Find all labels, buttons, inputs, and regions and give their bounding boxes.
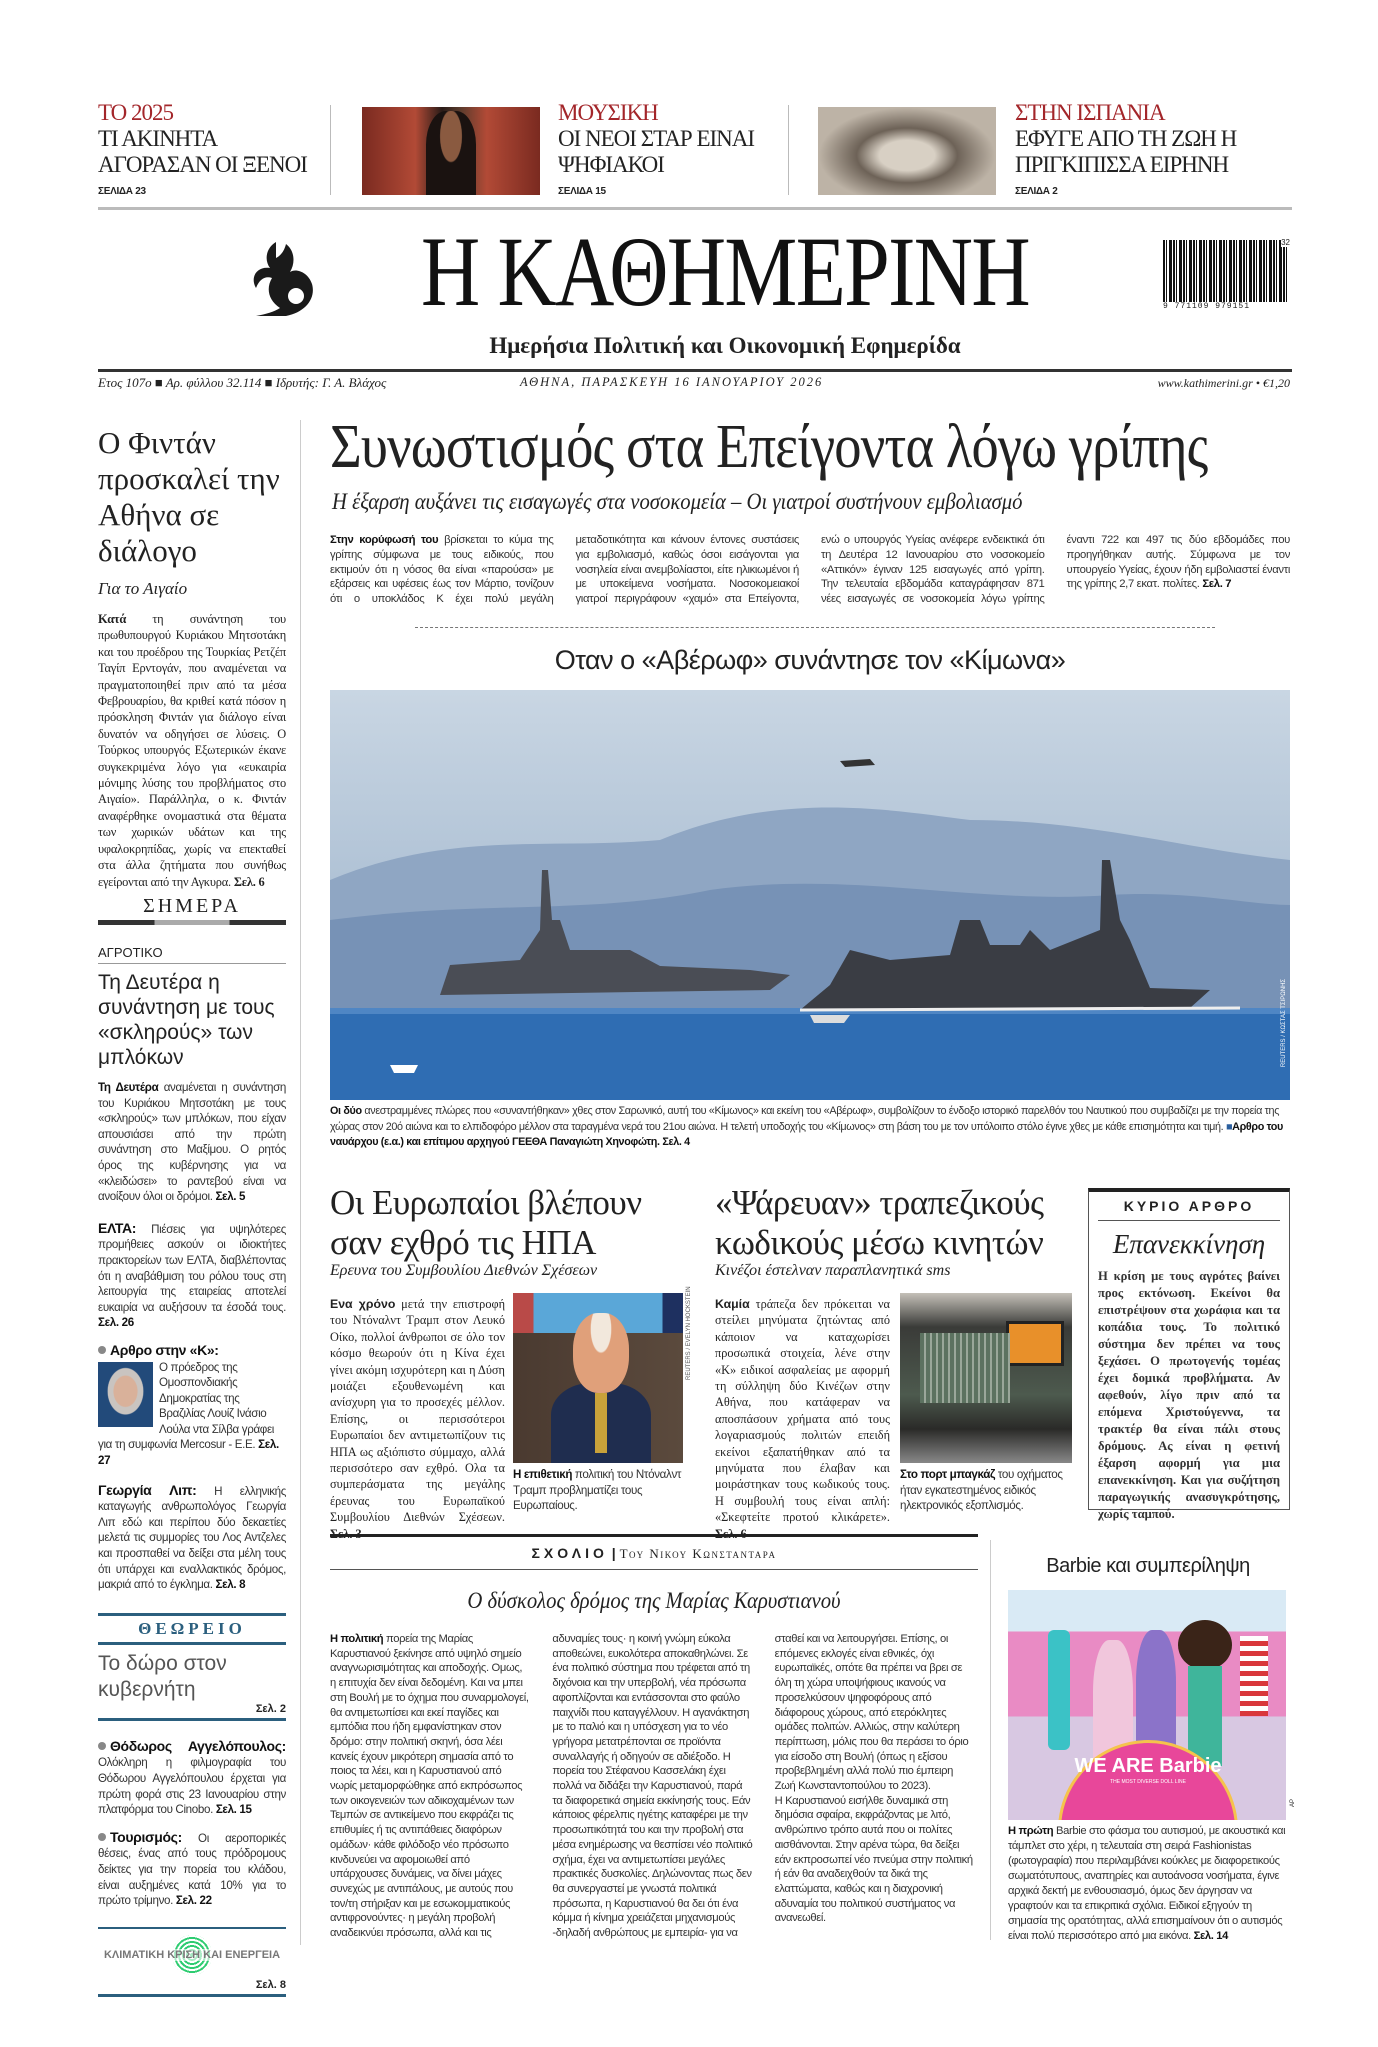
- comment-body: Η πολιτική πορεία της Μαρίας Καρυστιανού ξεκίνησε από υψηλό σημείο αναγνωρισιμότητας και αποδοχής. Ομως, η επιτυχία δεν είναι δεδομένη. Και να μπει στη Βουλή με το όχημα που συναρμολογεί, θα αντιμετωπίσει και εκεί παγίδες και εμπόδια που ήδη εμφανίστηκαν στον δρόμο: στην πολιτική σκηνή, όσα λέει κανείς έχουν μικρότερη σημασία από το ποιος τα λέει, και η Καρυστιανού από νωρίς μεταμορφώθηκε από εκπρόσωπος των οικογενειών των αδικοχαμένων των Τεμπών σε αντικείμενο που εκφράζει τις επιθυμίες ή τις αντιπάθειες διαφόρων ομάδων· κάθε φιλόδοξο νέο πρόσωπο κινδυνεύει να αφομοιωθεί από υπάρχουσες δυνάμεις, να δίνει μάχες συνεχώς με αντιπάλους, με αυτούς που τον/τη στήριξαν και με εσωκομματικούς αντιφρονούντες· η μεγάλη προβολή αναδεικνύει πρόσωπα, αλλά και τις αδυναμίες τους· η κοινή γνώμη εύκολα αποθεώνει, ευκολότερα αποκαθηλώνει. Σε ένα πολιτικό σύστημα που τρέφεται από τη διχόνοια και την υπερβολή, νέα πρόσωπα αφοπλίζονται και εντάσσονται στο φαύλο παιχνίδι που καταγγέλλουν. Η αγανάκτηση με το παλιό και η υπόσχεση για το νέο γρήγορα μετατρέπονται σε προϊόντα συναλλαγής ή οδηγούν σε αδιέξοδο. Η πορεία του Στέφανου Κασσελάκη έχει πολλά να διδάξει την Καρυστιανού, παρά τα διαφορετικά σημεία εκκίνησής τους. Εάν κάποιος φέρελπις ηγέτης καταφέρει με την προσωπικότητά του και την προβολή στα μέσα ενημέρωσης να θεσπίσει νέο πολιτικό σχήμα, έχει να αντιμετωπίσει μεγάλες πρακτικές δυσκολίες. Δηλώνοντας πως δεν θα συνεργαστεί με γνωστά πολιτικά πρόσωπα, η Καρυστιανού θα δει ότι ένα κόμμα ή κίνημα χρειάζεται μηχανισμούς -δηλαδή ανθρώπους με εμπειρία- για να σταθεί και να λειτουργήσει. Επίσης, οι επόμενες εκλογές είναι εθνικές, όχι ευρωπαϊκές, οπότε θα πρέπει να βρει σε όλη τη χώρα υποψήφιους ικανούς να προσελκύσουν ψηφοφόρους από διάφορους χώρους, από ετερόκλητες ομάδες πολιτών. Αλλιώς, στην καλύτερη περίπτωση, μόλις που θα περάσει το όριο για είσοδο στη Βουλή (όπως η εξίσου προβεβλημένη αλλά πολύ πιο έμπειρη Ζωή Κωνσταντοπούλου το 2023). Η Καρυστιανού εισήλθε δυναμικά στη δημόσια σφαίρα, εκφράζοντας με λιτό, ανθρώπινο τρόπο αυτά που οι πολίτες αισθάνονται. Στην αρένα τώρα, θα δείξει εάν εκπροσωπεί νέο πνεύμα στην πολιτική ή εάν θα αναδειχθούν τα δικά της ελαττώματα, καθώς και η διαχρονική αδυναμία του πολιτικού συστήματος να ανανεωθεί.: [330, 1633, 973, 1940]
- lula-photo: [98, 1362, 153, 1427]
- today-label: ΣΗΜΕΡΑ: [143, 895, 241, 917]
- climate-banner[interactable]: ΚΛΙΜΑΤΙΚΗ ΚΡΙΣΗ ΚΑΙ ΕΝΕΡΓΕΙΑ Σελ. 8: [98, 1927, 286, 1997]
- angelopoulos-item[interactable]: Θόδωρος Αγγελόπουλος: Ολόκληρη η φιλμογραφία του Θόδωρου Αγγελόπουλου έρχεται για πρώτη φορά στις 23 Ιανουαρίου στην πλατφόρμα του Cinobo. Σελ. 15: [98, 1737, 286, 1817]
- teaser-kicker: ΣΤΗΝ ΙΣΠΑΝΙΑ: [1015, 100, 1165, 125]
- editorial-label: ΚΥΡΙΟ ΑΡΘΡΟ: [1098, 1198, 1280, 1221]
- arthro-item[interactable]: Αρθρο στην «Κ»: Ο πρόεδρος της Ομοσπονδιακής Δημοκρατίας της Βραζιλίας Λουίζ Ινάσιο Λούλα ντα Σίλβα γράφει για τη συμφωνία Mercosur - Ε.Ε. Σελ. 27: [98, 1341, 279, 1468]
- teaser-3[interactable]: [1015, 100, 1285, 197]
- teaser-1[interactable]: [98, 100, 313, 197]
- barcode: [1163, 240, 1288, 310]
- barbie-logo-tagline: THE MOST DIVERSE DOLL LINE: [1110, 1779, 1186, 1785]
- teaser-page: ΣΕΛΙΔΑ 2: [1015, 186, 1058, 197]
- lipp-item[interactable]: Γεωργία Λιπ: Η ελληνικής καταγωγής ανθρωπολόγος Γεωργία Λιπ εδώ και περίπου δύο δεκαετίες μελετά τις συμμορίες του Λος Αντζελες και προσπαθεί να δείξει στα μέλη τους ότι υπάρχει και εναλλακτικός δρόμος, μακριά από το έγκλημα. Σελ. 8: [98, 1481, 287, 1592]
- divider: [98, 207, 1292, 210]
- teaser-title: ΕΦΥΓΕ ΑΠΟ ΤΗ ΖΩΗ Η ΠΡΙΓΚΙΠΙΣΣΑ ΕΙΡΗΝΗ: [1015, 126, 1237, 177]
- ships-photo[interactable]: [330, 690, 1290, 1100]
- photo-title[interactable]: Οταν ο «Αβέρωφ» συνάντησε τον «Κίμωνα»: [554, 645, 1066, 675]
- teaser-title: ΤΙ ΑΚΙΝΗΤΑ ΑΓΟΡΑΣΑΝ ΟΙ ΞΕΝΟΙ: [98, 126, 307, 177]
- teaser-kicker: ΤΟ 2025: [98, 100, 173, 125]
- comment-label: ΣΧΟΛΙΟ: [531, 1545, 608, 1561]
- phishing-body: Καμία τράπεζα δεν πρόκειται να στείλει μηνύματα ζητώντας από κάποιον να καταχωρίσει προσωπικά στοιχεία, λένε στην «Κ» ειδικοί ασφαλείας με αφορμή τη σύλληψη δύο Κινέζων στην Αθήνα, που κατάφεραν να αποσπάσουν χρήματα από τους λογαριασμούς πολιτών επειδή εκείνοι εξαπατήθηκαν από τα μηνύματα που έλαβαν και μοιράστηκαν τους κωδικούς τους. Η συμβουλή τους είναι απλή: «Σκεφτείτε προτού κλικάρετε».: [715, 1297, 890, 1525]
- phishing-caption: Στο πορτ μπαγκάζ του οχήματος ήταν εγκατεστημένος ειδικός ηλεκτρονικός εξοπλισμός.: [900, 1468, 1063, 1513]
- divider: [788, 105, 789, 195]
- left-column: [98, 425, 286, 890]
- issue-info: Eτος 107ο ■ Αρ. φύλλου 32.114 ■ Ιδρυτής: Γ. Α. Βλάχος: [98, 375, 387, 390]
- today-section: [98, 895, 286, 1997]
- divider: [330, 105, 331, 195]
- website-price[interactable]: www.kathimerini.gr • €1,20: [1157, 376, 1290, 390]
- masthead-tagline: Ημερήσια Πολιτική και Οικονομική Εφημερίδα: [489, 333, 961, 358]
- teaser-page: ΣΕΛΙΔΑ 15: [558, 186, 606, 197]
- barbie-headline[interactable]: Barbie και συμπερίληψη: [1046, 1555, 1250, 1577]
- phishing-headline[interactable]: «Ψάρευαν» τραπεζικούς κωδικούς μέσω κινητών: [715, 1183, 1044, 1262]
- barbie-logo: WE ARE Barbie: [1074, 1755, 1222, 1777]
- teaser-kicker: ΜΟΥΣΙΚΗ: [558, 100, 658, 125]
- editorial-body: Η κρίση με τους αγρότες βαίνει προς εκτόνωση. Εκείνοι θα επιστρέψουν στα χωράφια και τα κοπάδια τους. Το πολιτικό σύστημα δεν πρέπει να τους ξεχάσει. Ο πρωτογενής τομέας έχει δομικά προβλήματα. Αν αφεθούν, λίγο πριν από τα επόμενα Χριστούγεννα, τα τρακτέρ θα είναι πάλι στους δρόμους. Ας είναι η φετινή έξαρση αφορμή για μια επανεκκίνηση. Και για συζήτηση παραγωγικής ανασυγκρότησης, χωρίς ταμπού.: [1098, 1269, 1280, 1521]
- comment-author: Του Νικου Κωνστανταρα: [619, 1546, 777, 1561]
- europe-subhead: Ερευνα του Συμβουλίου Διεθνών Σχέσεων: [330, 1262, 598, 1279]
- lead-headline[interactable]: Συνωστισμός στα Επείγοντα λόγω γρίπης: [330, 413, 1208, 481]
- agro-body: Τη Δευτέρα αναμένεται η συνάντηση του Κυριάκου Μητσοτάκη με τους «σκληρούς» των μπλόκων, που είχαν απουσιάσει από την πρώτη συνάντηση στο Μαξίμου. Ο ρητός όρος της κυβέρνησης για να «κλειδώσει» το ραντεβού είναι να ανοίξουν όλοι οι δρόμοι. Σελ. 5: [98, 1081, 286, 1204]
- europe-body: Ενα χρόνο μετά την επιστροφή του Ντόναλντ Τραμπ στον Λευκό Οίκο, πολλοί άνθρωποι σε όλο τον κόσμο θεωρούν ότι η Κίνα έχει γίνει ακόμη ισχυρότερη και η Δύση μοιάζει εξουθενωμένη και ανίσχυρη για το προσεχές μέλλον. Επίσης, οι περισσότεροι Ευρωπαίοι δεν αντιμετωπίζουν τις ΗΠΑ ως αξιόπιστο σύμμαχο, αλλά περισσότερο σαν εχθρό. Ολα τα συμπεράσματα της μεγάλης έρευνας του Ευρωπαϊκού Συμβουλίου Διεθνών Σχέσεων.: [330, 1297, 505, 1525]
- teaser-title: ΟΙ ΝΕΟΙ ΣΤΑΡ ΕΙΝΑΙ ΨΗΦΙΑΚΟΙ: [558, 126, 755, 177]
- theoreio-headline[interactable]: Το δώρο στον κυβερνήτη: [98, 1651, 227, 1701]
- teaser-1-image: [362, 107, 540, 195]
- agro-kicker: ΑΓΡΟΤΙΚΟ: [98, 945, 286, 964]
- trump-photo: [513, 1293, 683, 1463]
- photo-caption: Οι δύο ανεστραμμένες πλώρες που «συναντήθηκαν» χθες στον Σαρωνικό, αυτή του «Κίμωνος» και εκείνη του «Αβέρωφ», συμβολίζουν το ένδοξο ιστορικό παρελθόν του Ναυτικού που συμβαδίζει με την πορεία της χώρας στον 20ό αιώνα και το ελπιδοφόρο μέλλον στα ταραγμένα νερά του 21ου αιώνα. Η τελετή υποδοχής του «Κίμωνος» στη βάση του με τον υπόλοιπο στόλο έγινε χθες με κάθε επισημότητα και τιμή. ■Αρθρο του ναυάρχου (ε.α.) και επίτιμου αρχηγού ΓΕΕΘΑ Παναγιώτη Χηνοφώτη. Σελ. 4: [330, 1105, 1283, 1148]
- bullet-icon: [98, 1346, 106, 1354]
- lead-subhead: Η έξαρση αυξάνει τις εισαγωγές στα νοσοκομεία – Οι γιατροί συστήνουν εμβολιασμό: [332, 489, 1023, 514]
- griffin-logo: [246, 238, 322, 318]
- europe-caption: Η επιθετική πολιτική του Ντόναλντ Τραμπ προβληματίζει τους Ευρωπαίους.: [513, 1468, 682, 1513]
- theoreio-page: Σελ. 2: [98, 1703, 286, 1721]
- divider: [330, 1569, 978, 1570]
- masthead-title[interactable]: Η ΚΑΘΗΜΕΡΙΝΗ: [421, 216, 1029, 327]
- page-ref: Σελ. 6: [233, 874, 265, 889]
- lead-in: Κατά: [98, 612, 127, 626]
- divider: [98, 369, 1292, 372]
- left-subhead: Για το Αιγαίο: [98, 579, 188, 598]
- photo-credit: REUTERS / ΚΩΣΤΑΣ ΤΣΙΡΩΝΗΣ: [1280, 978, 1287, 1068]
- column-divider: [300, 420, 301, 1945]
- barcode-issue: 32: [1281, 238, 1290, 247]
- comment-header: ΣΧΟΛΙΟ | Του Νικου Κωνστανταρα: [531, 1545, 777, 1561]
- date-line: ΑΘΗΝΑ, ΠΑΡΑΣΚΕΥΗ 16 ΙΑΝΟΥΑΡΙΟΥ 2026: [520, 375, 824, 389]
- phishing-subhead: Κινέζοι έστελναν παραπλανητικά sms: [715, 1262, 951, 1279]
- photo-credit: REUTERS / EVELYN HOCKSTEIN: [686, 1286, 692, 1380]
- divider: [330, 1534, 978, 1537]
- teaser-2[interactable]: [558, 100, 773, 197]
- column-divider: [990, 1540, 991, 1940]
- elta-item[interactable]: ΕΛΤΑ: Πιέσεις για υψηλότερες προμήθειες ασκούν οι ιδιοκτήτες πρακτορείων των ΕΛΤΑ, διαβλέποντας ότι η αναβάθμιση του ρόλου τους στη λειτουργία της εταιρείας αποτελεί ευκαιρία να αυξήσουν τα έσοδά τους. Σελ. 26: [98, 1219, 286, 1330]
- left-headline[interactable]: Ο Φιντάν προσκαλεί την Αθήνα σε διάλογο: [98, 425, 280, 568]
- lead-body: Στην κορύφωσή του βρίσκεται το κύμα της γρίπης σύμφωνα με τους ειδικούς, που εκτιμούν ότι η νόσος θα είναι «παρούσα» με εξάρσεις και υφέσεις έως τον Μάρτιο, τονίζουν ότι ο υποκλάδος Κ έχει πολύ μεγάλη μεταδοτικότητα και κάνουν έντονες συστάσεις για εμβολιασμό, καθώς όσοι εισάγονται για νοσηλεία είναι ανεμβολίαστοι, είτε ηλικιωμένοι ή με υποκείμενα νοσήματα. Νοσοκομειακοί γιατροί περιγράφουν «χαμό» στα Επείγοντα, ενώ ο υπουργός Υγείας ανέφερε ενδεικτικά ότι τη Δευτέρα 12 Ιανουαρίου στο νοσοκομείο «Αττικόν» έγιναν 125 εισαγωγές από γρίπη. Την τελευταία εβδομάδα καταγράφησαν 871 νέες εισαγωγές σε νοσοκομεία λόγω γρίπης έναντι 722 και 497 τις δύο εβδομάδες που προηγήθηκαν αυτής. Σύμφωνα με τον υπουργείο Υγείας, έχουν ήδη εμβολιαστεί έναντι της γρίπης 2,7 εκατ. πολίτες. Σελ. 7: [330, 534, 1290, 606]
- tourism-item[interactable]: Τουρισμός: Οι αεροπορικές θέσεις, ένας από τους πρόδρομους δείκτες για την πορεία του κλάδου, είναι αυξημένες κατά 10% για το πρώτο τρίμηνο. Σελ. 22: [98, 1828, 286, 1908]
- editorial-headline: Επανεκκίνηση: [1112, 1229, 1266, 1259]
- left-body: Κατά τη συνάντηση του πρωθυπουργού Κυριάκου Μητσοτάκη και του προέδρου της Τουρκίας Ρετζέπ Ταγίπ Ερντογάν, που αναμένεται να πραγματοποιηθεί πριν από τα μέσα Φεβρουαρίου, θα κριθεί κατά πόσον η πρόσκληση Φιντάν για διάλογο είναι δυνατόν να οδηγήσει σε λύσεις. Ο Τούρκος υπουργός Εξωτερικών έκανε συγκεκριμένα λόγο για «ευκαιρία μόνιμης λύσης του προβλήματος στο Αιγαίο». Παράλληλα, ο κ. Φιντάν αναφέρθηκε ονομαστικά στα θέματα των χωρικών υδάτων και της υφαλοκρηπίδας, χωρίς να επεκταθεί στα άλλα ζητήματα που συνήθως εγείρονται από την Αγκυρα. Σελ. 6: [98, 612, 286, 889]
- teaser-3-image: [818, 107, 996, 195]
- barcode-digits: 9 771109 979151: [1163, 302, 1251, 311]
- barbie-photo: [1008, 1590, 1286, 1820]
- photo-credit: AP: [1290, 1798, 1297, 1808]
- barbie-body: Η πρώτη Barbie στο φάσμα του αυτισμού, με ακουστικά και τάμπλετ στο χέρι, η τελευταία στη σειρά Fashionistas (φωτογραφία) που περιλαμβάνει κούκλες με διαφορετικούς σωματότυπους, αναπηρίες και αυτοάνοσα νοσήματα, έγινε αρχικά δεκτή με ενθουσιασμό, όμως δεν άργησαν να γραφτούν και τα επικριτικά σχόλια. Ειδικοί εξηγούν τη σημασία της ορατότητας, αλλά επισημαίνουν ότι ο αυτισμός είναι πολύ περισσότερο από μια εικόνα. Σελ. 14: [1008, 1825, 1286, 1942]
- comment-headline[interactable]: Ο δύσκολος δρόμος της Μαρίας Καρυστιανού: [467, 1588, 841, 1613]
- agro-headline[interactable]: Τη Δευτέρα η συνάντηση με τους «σκληρούς» των μπλόκων: [98, 971, 275, 1069]
- theoreio-banner: ΘΕΩΡΕΙΟ: [98, 1613, 286, 1645]
- teaser-page: ΣΕΛΙΔΑ 23: [98, 186, 146, 197]
- divider: [415, 627, 1215, 628]
- europe-headline[interactable]: Οι Ευρωπαίοι βλέπουν σαν εχθρό τις ΗΠΑ: [330, 1183, 642, 1262]
- equipment-photo: [900, 1293, 1072, 1463]
- editorial-box[interactable]: [1088, 1188, 1290, 1521]
